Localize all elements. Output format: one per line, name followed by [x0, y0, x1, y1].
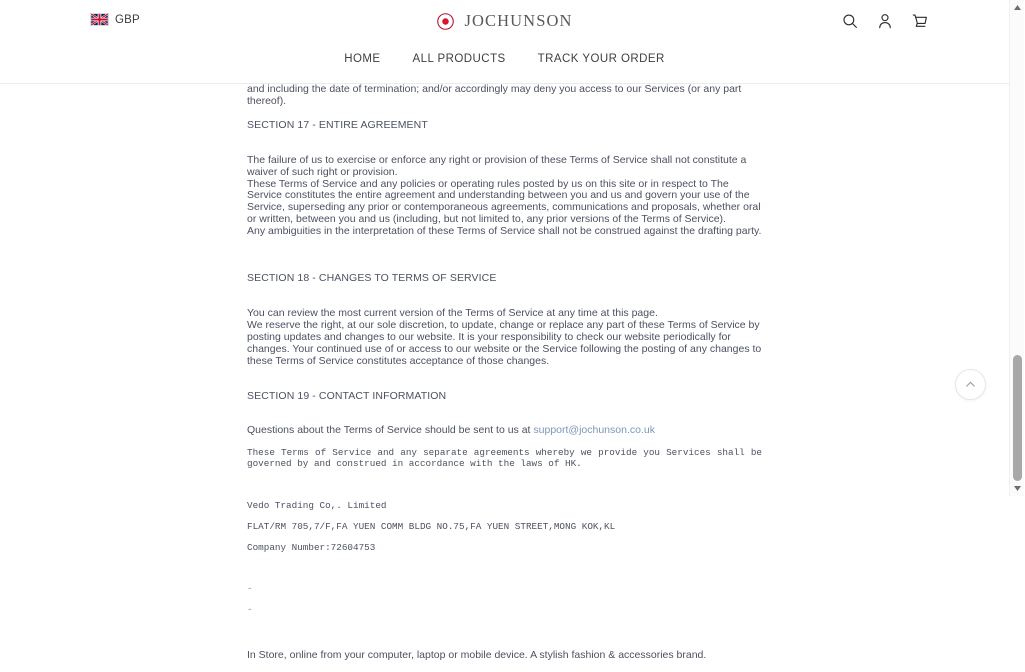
section-17-heading: SECTION 17 - ENTIRE AGREEMENT [247, 118, 428, 131]
section-18-paragraph-1: You can review the most current version of the Terms of Service at any time at this page. [247, 306, 658, 319]
support-email-link[interactable]: support@jochunson.co.uk [533, 424, 655, 437]
spacer [247, 368, 762, 391]
terms-of-service-document [247, 84, 762, 672]
company-number: Company Number:72604753 [247, 542, 376, 554]
section-17-paragraph-1: The failure of us to exercise or enforce any right or provision of these Terms of Service shall not constitute a waiver of such right or provision. [247, 153, 747, 178]
contact-line [247, 425, 762, 437]
main-content [0, 83, 1009, 661]
spacer [247, 132, 762, 155]
site-header [0, 0, 1009, 84]
spacer [247, 402, 762, 425]
nav-item-track-your-order[interactable]: TRACK YOUR ORDER [537, 53, 665, 65]
spacer [247, 108, 762, 120]
cart-icon[interactable] [911, 12, 929, 30]
dash-separator-2: - [247, 604, 253, 616]
scrollbar-thumb[interactable] [1013, 355, 1022, 481]
jochunson-logo-icon [437, 13, 454, 30]
spacer [247, 479, 762, 491]
section-18-paragraph-2: We reserve the right, at our sole discretion, to update, change or replace any part of these Terms of Service by posting updates and changes to our website. It is your responsibility to check our website periodically for changes. Your continued use of or access to our website or the Service following the posting of any changes to these Terms of Service constitutes acceptance of those changes. [247, 318, 762, 367]
spacer [247, 285, 762, 308]
brand-name: JOCHUNSON [464, 11, 573, 30]
vertical-scrollbar[interactable] [1009, 0, 1024, 496]
section-17-paragraph-3: Any ambiguities in the interpretation of these Terms of Service shall not be construed against the drafting party. [247, 225, 762, 238]
main-navigation [0, 53, 1009, 65]
currency-code-label: GBP [115, 13, 140, 26]
company-name: Vedo Trading Co,. Limited [247, 500, 387, 512]
section-18-heading: SECTION 18 - CHANGES TO TERMS OF SERVICE [247, 272, 497, 285]
governing-law-paragraph: These Terms of Service and any separate agreements whereby we provide you Services shall be governed by and construed in accordance with the laws of HK. [247, 446, 762, 470]
company-address: FLAT/RM 705,7/F,FA YUEN COMM BLDG NO.75,FA YUEN STREET,MONG KOK,KL [247, 521, 616, 533]
spacer [247, 563, 762, 574]
search-icon[interactable] [841, 12, 859, 30]
spacer [247, 238, 762, 273]
nav-item-all-products[interactable]: ALL PRODUCTS [412, 53, 506, 65]
nav-item-home[interactable]: HOME [344, 53, 381, 65]
scroll-down-arrow-icon[interactable] [1010, 481, 1025, 496]
contact-line-prefix: Questions about the Terms of Service should be sent to us at [247, 424, 534, 437]
header-actions [841, 12, 929, 30]
section-17-paragraph-2: These Terms of Service and any policies or operating rules posted by us on this site or in respect to The Service constitutes the entire agreement and understanding between you and us and govern your use of the Service, superseding any prior or contemporaneous agreements, communications and proposals, whether oral or written, between you and us (including, but not limited to, any prior versions of the Terms of Service). [247, 177, 761, 226]
chevron-up-icon [964, 378, 977, 391]
scroll-up-arrow-icon[interactable] [1010, 0, 1025, 15]
back-to-top-button[interactable] [955, 369, 986, 400]
continued-paragraph: and including the date of termination; and/or accordingly may deny you access to our Services (or any part thereof). [247, 83, 742, 107]
section-19-heading: SECTION 19 - CONTACT INFORMATION [247, 389, 447, 402]
cut-off-paragraph: In Store, online from your computer, laptop or mobile device. A stylish fashion & accessories brand. [247, 648, 707, 661]
spacer [247, 625, 762, 639]
dash-separator-1: - [247, 583, 253, 595]
account-icon[interactable] [876, 12, 894, 30]
